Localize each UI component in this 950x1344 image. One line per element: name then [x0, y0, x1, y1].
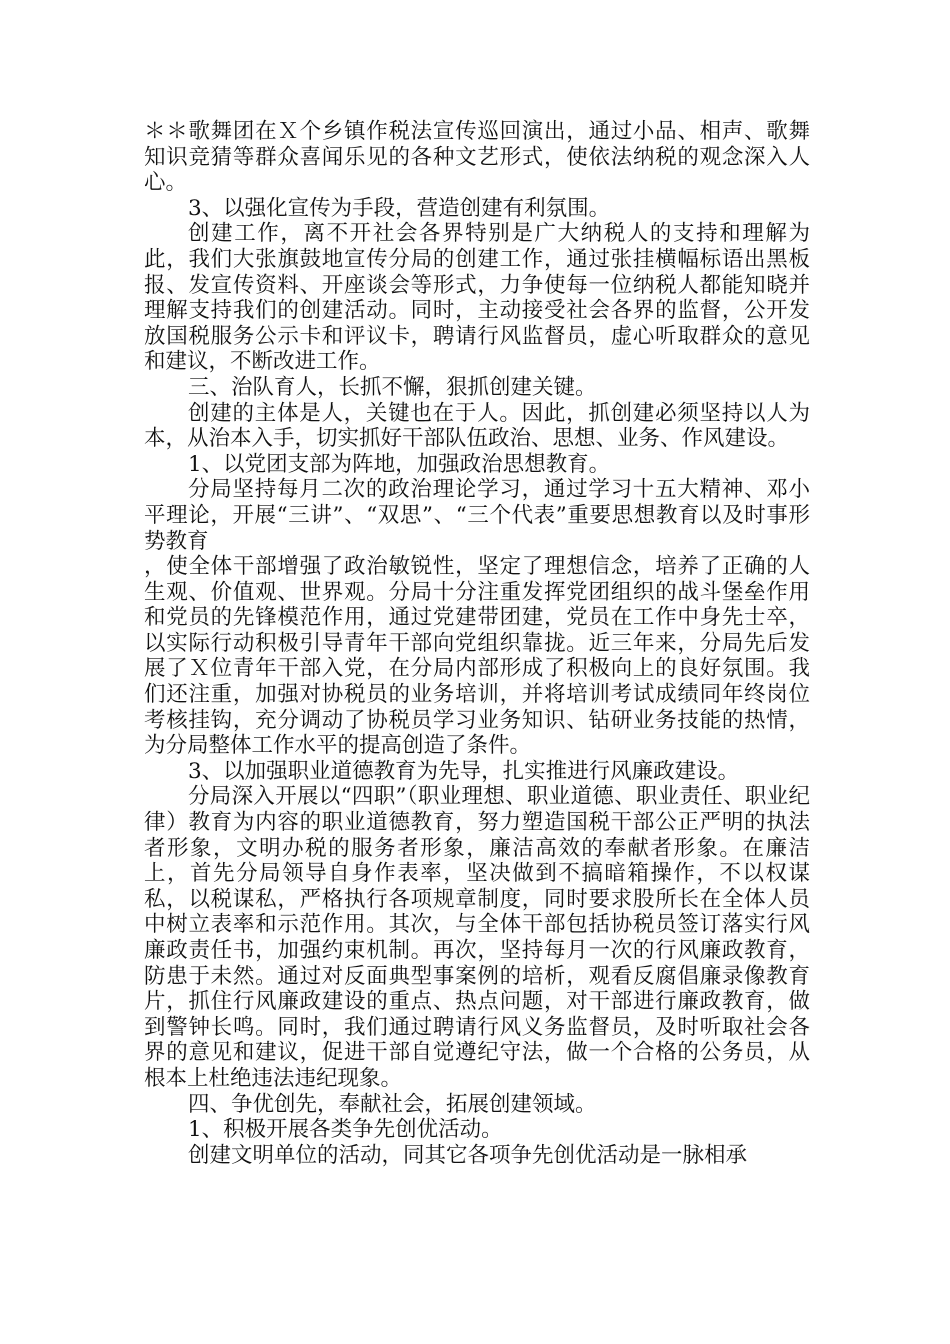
section-heading: 3、以加强职业道德教育为先导，扎实推进行风廉政建设。	[188, 758, 740, 784]
document-body	[144, 119, 810, 1168]
paragraph: 创建文明单位的活动，同其它各项争先创优活动是一脉相承	[188, 1142, 748, 1168]
paragraph: 创建工作，离不开社会各界特别是广大纳税人的支持和理解为此，我们大张旗鼓地宣传分局的创建工作，通过张挂横幅标语出黑板报、发宣传资料、开座谈会等形式，力争使每一位纳税人都能知晓并理解支持我们的创建活动。同时，主动接受社会各界的监督，公开发放国税服务公示卡和评议卡，聘请行风监督员，虚心听取群众的意见和建议，不断改进工作。	[144, 221, 810, 375]
paragraph: 分局深入开展以“四职”（职业理想、职业道德、职业责任、职业纪律）教育为内容的职业道德教育，努力塑造国税干部公正严明的执法者形象，文明办税的服务者形象，廉洁高效的奉献者形象。在廉洁上，首先分局领导自身作表率，坚决做到不搞暗箱操作，不以权谋私，以税谋私，严格执行各项规章制度，同时要求股所长在全体人员中树立表率和示范作用。其次，与全体干部包括协税员签订落实行风廉政责任书，加强约束机制。再次，坚持每月一次的行风廉政教育，防患于未然。通过对反面典型事案例的培析，观看反腐倡廉录像教育片，抓住行风廉政建设的重点、热点问题，对干部进行廉政教育，做到警钟长鸣。同时，我们通过聘请行风义务监督员，及时听取社会各界的意见和建议，促进干部自觉遵纪守法，做一个合格的公务员，从根本上杜绝违法违纪现象。	[144, 784, 810, 1091]
paragraph: 创建的主体是人，关键也在于人。因此，抓创建必须坚持以人为本，从治本入手，切实抓好干部队伍政治、思想、业务、作风建设。	[144, 400, 810, 452]
section-heading: 1、积极开展各类争先创优活动。	[188, 1117, 503, 1143]
paragraph: ，使全体干部增强了政治敏锐性，坚定了理想信念，培养了正确的人生观、价值观、世界观。分局十分注重发挥党团组织的战斗堡垒作用和党员的先锋模范作用，通过党建带团建，党员在工作中身先士卒，以实际行动积极引导青年干部向党组织靠拢。近三年来，分局先后发展了Ｘ位青年干部入党，在分局内部形成了积极向上的良好氛围。我们还注重，加强对协税员的业务培训，并将培训考试成绩同年终岗位考核挂钩，充分调动了协税员学习业务知识、钻研业务技能的热情，为分局整体工作水平的提高创造了条件。	[144, 554, 810, 759]
section-heading: 四、争优创先，奉献社会，拓展创建领域。	[188, 1091, 597, 1117]
section-heading: 1、以党团支部为阵地，加强政治思想教育。	[188, 451, 611, 477]
paragraph: 分局坚持每月二次的政治理论学习，通过学习十五大精神、邓小平理论，开展“三讲”、“双思”、“三个代表”重要思想教育以及时事形势教育	[144, 477, 810, 554]
section-heading: 三、治队育人，长抓不懈，狠抓创建关键。	[188, 374, 597, 400]
section-heading: 3、以强化宣传为手段，营造创建有利氛围。	[188, 195, 611, 221]
paragraph: ＊＊歌舞团在Ｘ个乡镇作税法宣传巡回演出，通过小品、相声、歌舞知识竞猜等群众喜闻乐见的各种文艺形式，使依法纳税的观念深入人心。	[144, 119, 810, 196]
